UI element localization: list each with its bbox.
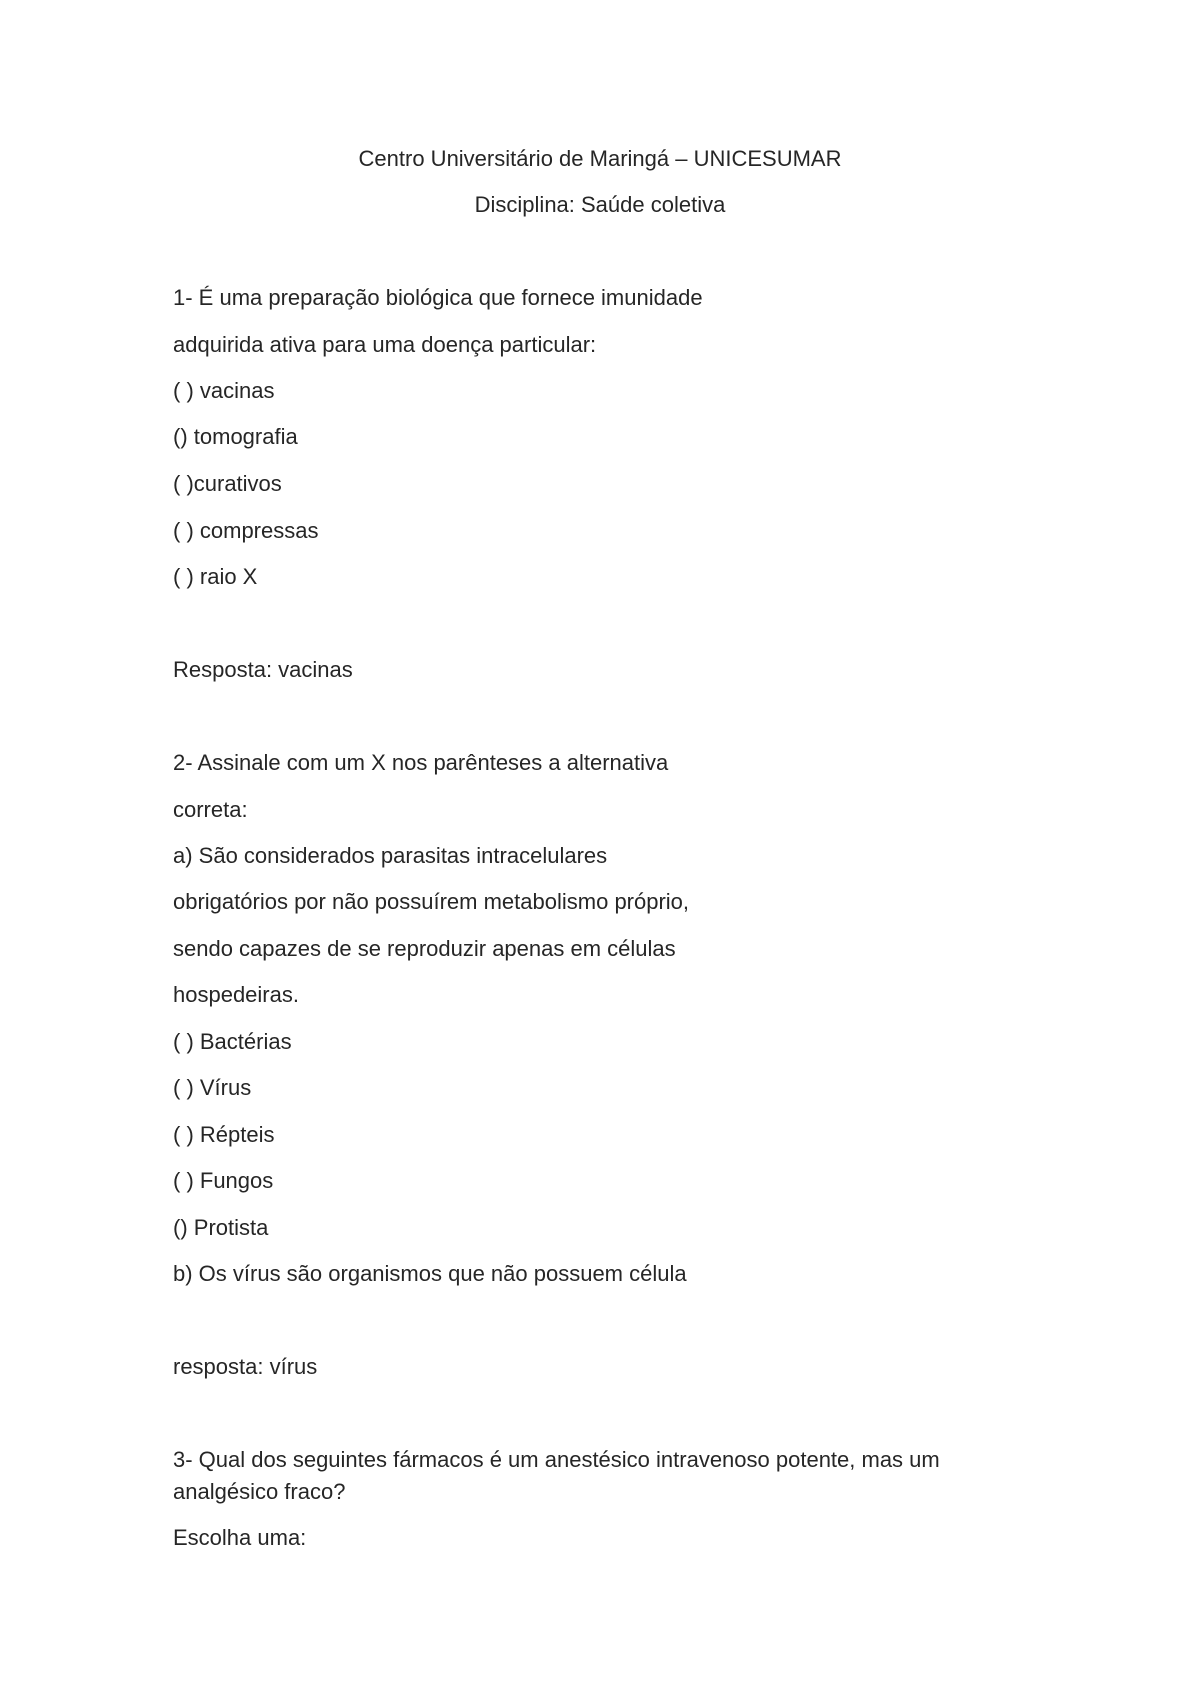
question-1-option: () tomografia bbox=[173, 424, 298, 449]
institution-title: Centro Universitário de Maringá – UNICESUMAR bbox=[358, 146, 842, 171]
question-3-prompt: 3- Qual dos seguintes fármacos é um anestésico intravenoso potente, mas um bbox=[173, 1447, 940, 1472]
question-2-answer: resposta: vírus bbox=[173, 1354, 318, 1379]
question-2-option: ( ) Répteis bbox=[173, 1122, 275, 1147]
question-1-option: ( ) compressas bbox=[173, 518, 319, 543]
question-2-prompt: 2- Assinale com um X nos parênteses a alternativa bbox=[173, 750, 669, 775]
question-2-item-b: b) Os vírus são organismos que não possuem célula bbox=[173, 1261, 687, 1286]
question-3-instruction: Escolha uma: bbox=[173, 1525, 307, 1550]
question-1-prompt-cont: adquirida ativa para uma doença particular: bbox=[173, 332, 597, 357]
question-2-item-a: a) São considerados parasitas intracelulares bbox=[173, 843, 608, 868]
question-2-option: () Protista bbox=[173, 1215, 269, 1240]
question-3-prompt-cont: analgésico fraco? bbox=[173, 1479, 346, 1504]
question-2-option: ( ) Bactérias bbox=[173, 1029, 292, 1054]
question-1-option: ( ) vacinas bbox=[173, 378, 275, 403]
question-2-item-a: sendo capazes de se reproduzir apenas em células bbox=[173, 936, 676, 961]
question-1-option: ( ) raio X bbox=[173, 564, 258, 589]
question-2-item-a: hospedeiras. bbox=[173, 982, 299, 1007]
question-2-option: ( ) Vírus bbox=[173, 1075, 252, 1100]
question-1-prompt: 1- É uma preparação biológica que fornece imunidade bbox=[173, 285, 703, 310]
question-1-option: ( )curativos bbox=[173, 471, 282, 496]
question-1-answer: Resposta: vacinas bbox=[173, 657, 353, 682]
question-2-option: ( ) Fungos bbox=[173, 1168, 274, 1193]
discipline-title: Disciplina: Saúde coletiva bbox=[474, 192, 726, 217]
question-2-prompt-cont: correta: bbox=[173, 797, 248, 822]
question-2-item-a: obrigatórios por não possuírem metabolismo próprio, bbox=[173, 889, 690, 914]
